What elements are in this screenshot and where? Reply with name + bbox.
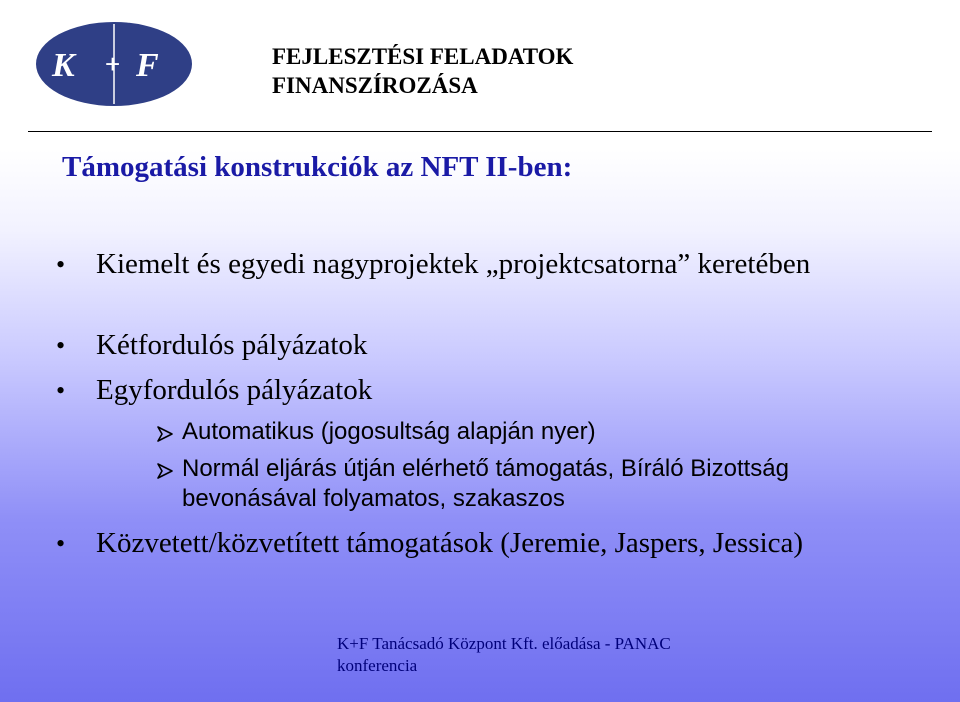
bullet-dot-icon: • [56,250,66,279]
bullet-item [56,373,926,408]
bullet-dot-icon: • [56,529,66,558]
header-divider [28,131,932,132]
bullet-dot-icon: • [56,376,66,405]
sub-bullet-text: Automatikus (jogosultság alapján nyer) [182,418,596,445]
arrowhead-icon [156,421,174,451]
svg-text:+: + [105,49,121,79]
bullet-text: Közvetett/közvetített támogatások (Jeremie, Jaspers, Jessica) [96,527,804,559]
bullet-text: Egyfordulós pályázatok [96,374,373,406]
bullet-item [56,526,926,561]
sub-bullet-text: Normál eljárás útján elérhető támogatás, Bíráló Bizottság bevonásával folyamatos, szakaszos [182,455,789,512]
svg-text:F: F [136,47,159,84]
footer-line1: K+F Tanácsadó Központ Kft. előadása - PANAC [337,634,671,653]
header-title-line2: FINANSZÍROZÁSA [272,73,478,98]
header-title-line1: FEJLESZTÉSI FELADATOK [272,44,574,69]
footer-line2: konferencia [337,656,418,675]
header-title [272,42,573,100]
company-logo [32,20,196,108]
svg-text:K: K [52,47,75,84]
sub-bullet-item [182,417,922,447]
bullet-item [56,328,926,363]
bullet-text: Kiemelt és egyedi nagyprojektek „projektcsatorna” keretében [96,248,811,280]
bullet-dot-icon: • [56,331,66,360]
arrowhead-icon [156,458,174,488]
bullet-item [56,247,926,282]
slide-title: Támogatási konstrukciók az NFT II-ben: [62,151,573,183]
footer-text [337,633,671,677]
sub-bullet-item [182,454,922,514]
bullet-text: Kétfordulós pályázatok [96,329,368,361]
